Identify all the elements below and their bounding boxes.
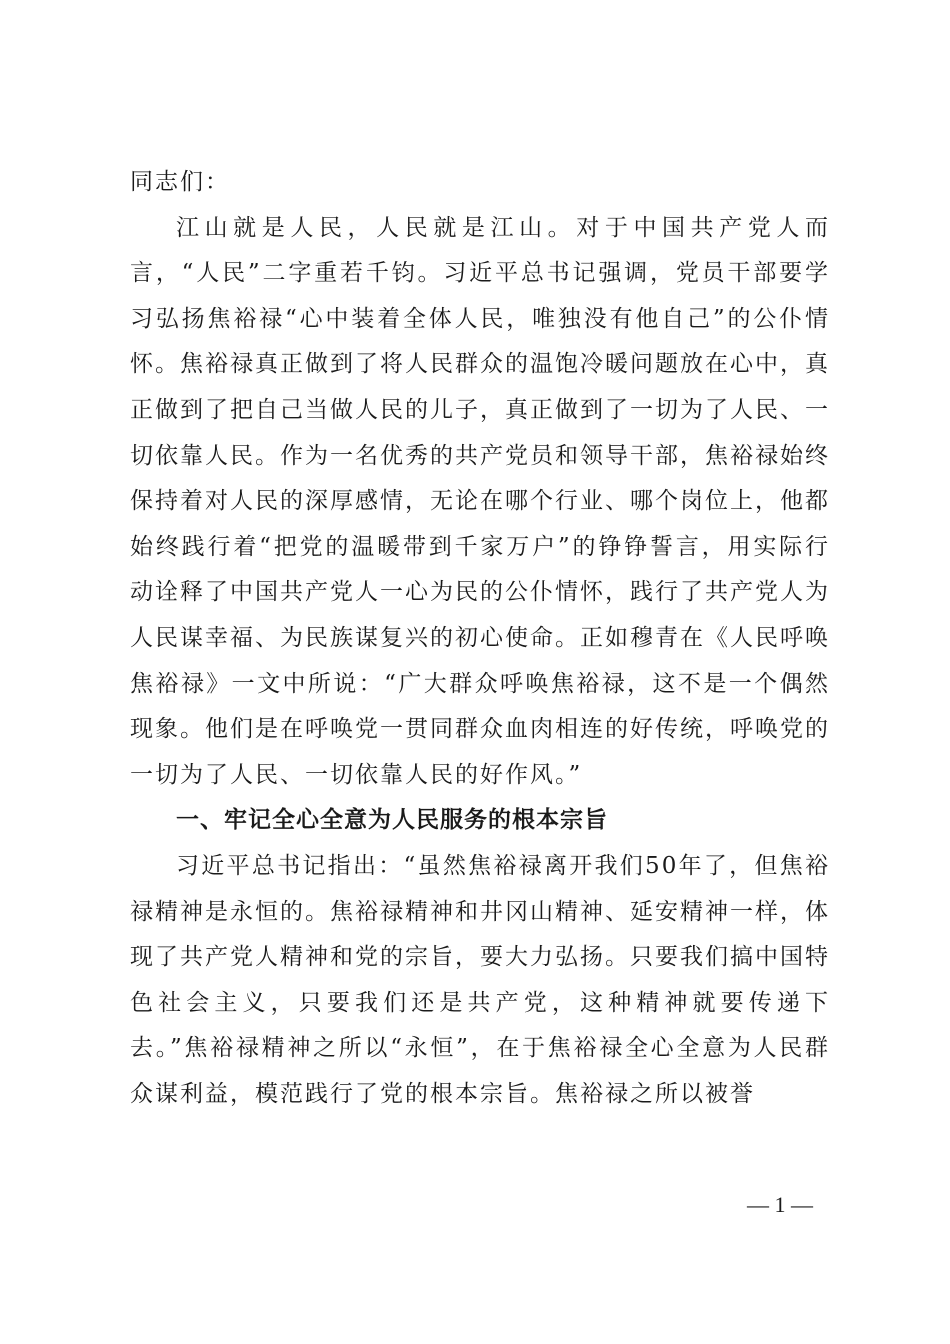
- document-body: [130, 160, 830, 1117]
- body-paragraph: 习近平总书记指出：“虽然焦裕禄离开我们50年了，但焦裕禄精神是永恒的。焦裕禄精神和井冈山精神、延安精神一样，体现了共产党人精神和党的宗旨，要大力弘扬。只要我们搞中国特色社会主义，只要我们还是共产党，这种精神就要传递下去。”焦裕禄精神之所以“永恒”，在于焦裕禄全心全意为人民群众谋利益，模范践行了党的根本宗旨。焦裕禄之所以被誉: [130, 852, 830, 1107]
- body-paragraph: 江山就是人民，人民就是江山。对于中国共产党人而言，“人民”二字重若千钧。习近平总书记强调，党员干部要学习弘扬焦裕禄“心中装着全体人民，唯独没有他自己”的公仆情怀。焦裕禄真正做到了将人民群众的温饱冷暖问题放在心中，真正做到了把自己当做人民的儿子，真正做到了一切为了人民、一切依靠人民。作为一名优秀的共产党员和领导干部，焦裕禄始终保持着对人民的深厚感情，无论在哪个行业、哪个岗位上，他都始终践行着“把党的温暖带到千家万户”的铮铮誓言，用实际行动诠释了中国共产党人一心为民的公仆情怀，践行了共产党人为人民谋幸福、为民族谋复兴的初心使命。正如穆青在《人民呼唤焦裕禄》一文中所说：“广大群众呼唤焦裕禄，这不是一个偶然现象。他们是在呼唤党一贯同群众血肉相连的好传统，呼唤党的一切为了人民、一切依靠人民的好作风。”: [130, 214, 830, 788]
- salutation: 同志们：: [130, 169, 230, 195]
- section-heading: 一、牢记全心全意为人民服务的根本宗旨: [176, 807, 608, 834]
- page-number: — 1 —: [747, 1192, 813, 1217]
